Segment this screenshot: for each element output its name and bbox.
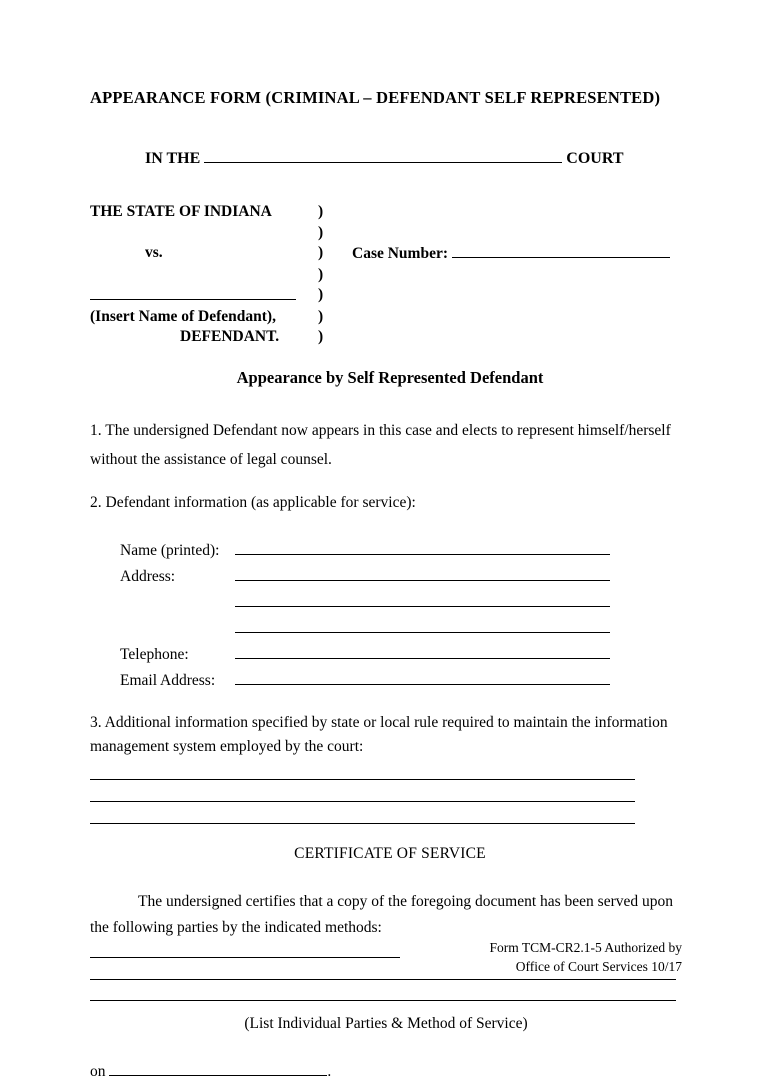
paragraph-1: 1. The undersigned Defendant now appears in this case and elects to represent himself/herself without the assistance of legal counsel.	[90, 421, 671, 468]
telephone-label: Telephone:	[120, 645, 189, 663]
form-footer	[489, 938, 682, 976]
field-row-address-2	[120, 592, 690, 609]
address-field-2[interactable]	[235, 592, 610, 607]
field-row-address	[120, 566, 690, 583]
caption-insert-name: (Insert Name of Defendant),	[90, 307, 276, 325]
field-row-address-3	[120, 618, 690, 635]
caption-paren: )	[318, 286, 324, 303]
service-parties-field-1[interactable]	[90, 979, 676, 980]
caption-state: THE STATE OF INDIANA	[90, 203, 272, 220]
court-name-field[interactable]	[204, 148, 562, 163]
paragraph-2: 2. Defendant information (as applicable for service):	[90, 493, 416, 511]
caption-paren: )	[318, 328, 324, 345]
caption-paren: )	[318, 307, 324, 325]
service-parties-lines	[90, 979, 690, 1001]
on-label: on	[90, 1062, 106, 1080]
email-address-field[interactable]	[235, 670, 610, 685]
address-label: Address:	[120, 567, 176, 585]
name-printed-label: Name (printed):	[120, 541, 220, 559]
telephone-field[interactable]	[235, 644, 610, 659]
section-heading: Appearance by Self Represented Defendant	[236, 367, 544, 387]
caption-paren: )	[318, 265, 324, 283]
form-title: APPEARANCE FORM (CRIMINAL – DEFENDANT SELF REPRESENTED)	[90, 88, 661, 107]
certificate-title: CERTIFICATE OF SERVICE	[294, 844, 486, 862]
footer-office: Office of Court Services 10/17	[515, 959, 682, 974]
defendant-name-field[interactable]	[90, 285, 296, 300]
name-printed-field[interactable]	[235, 540, 610, 555]
court-line	[90, 148, 690, 168]
service-methods-field[interactable]	[90, 943, 400, 958]
footer-authorization: Form TCM-CR2.1-5 Authorized by	[489, 940, 682, 955]
field-row-name	[120, 540, 690, 557]
service-date-field[interactable]	[109, 1061, 327, 1076]
additional-info-lines	[90, 779, 690, 824]
case-number-field[interactable]	[452, 243, 670, 258]
caption-paren: )	[318, 203, 324, 220]
certificate-body-text: The undersigned certifies that a copy of the foregoing document has been served upon the following parties by the indicated methods:	[90, 892, 673, 936]
service-parties-field-2[interactable]	[90, 1000, 676, 1001]
case-number-label: Case Number:	[352, 245, 448, 262]
service-date-line	[90, 1061, 690, 1081]
caption-vs: vs.	[145, 244, 163, 261]
list-parties-note: (List Individual Parties & Method of Service)	[244, 1014, 528, 1032]
defendant-info-fields	[120, 540, 690, 687]
additional-info-field-1[interactable]	[90, 779, 635, 780]
field-row-email	[120, 670, 690, 687]
additional-info-field-3[interactable]	[90, 823, 635, 824]
address-field-1[interactable]	[235, 566, 610, 581]
case-caption	[90, 202, 690, 348]
additional-info-field-2[interactable]	[90, 801, 635, 802]
email-address-label: Email Address:	[120, 671, 216, 689]
caption-paren: )	[318, 223, 324, 241]
field-row-telephone	[120, 644, 690, 661]
address-field-3[interactable]	[235, 618, 610, 633]
court-line-suffix: COURT	[566, 150, 624, 167]
court-line-prefix: IN THE	[145, 150, 201, 167]
caption-paren: )	[318, 244, 324, 261]
paragraph-3: 3. Additional information specified by state or local rule required to maintain the information management system employed by the court:	[90, 713, 668, 755]
on-line-period: .	[327, 1062, 332, 1080]
caption-defendant: DEFENDANT.	[180, 328, 280, 345]
